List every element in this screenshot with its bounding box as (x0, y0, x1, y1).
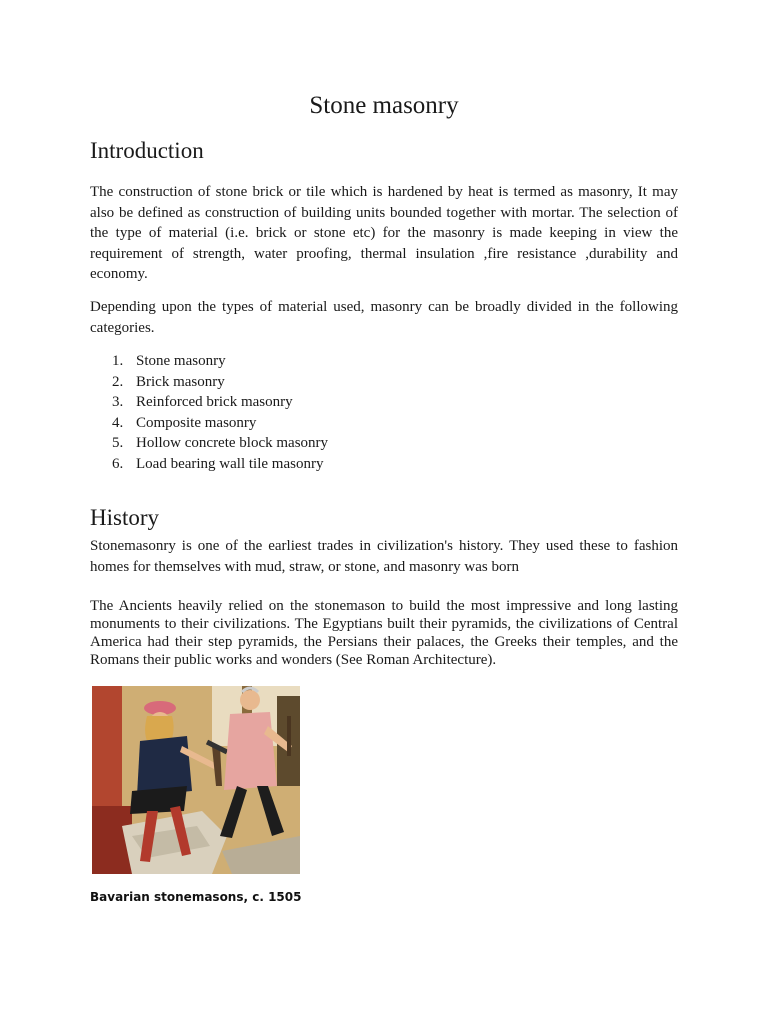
list-item: 3. Reinforced brick masonry (112, 394, 293, 410)
introduction-paragraph-1: The construction of stone brick or tile which is hardened by heat is termed as masonry, It may also be defined as construction of building units bounded together with mortar. The selection of the type of material (i.e. brick or stone etc) for the masonry is made keeping in view the requirement of strength, water proofing, thermal insulation ,fire resistance ,durability and economy. (90, 184, 678, 282)
list-item: 2. Brick masonry (112, 373, 225, 390)
history-heading: History (90, 505, 159, 530)
history-paragraph-2: The Ancients heavily relied on the stonemason to build the most impressive and long lasting monuments to their civilizations. The Egyptians built their pyramids, the civilizations of Central America had their step pyramids, the Persians their palaces, the Greeks their temples, and the Romans their public works and wonders (See Roman Architecture). (90, 598, 678, 668)
history-paragraph-1: Stonemasonry is one of the earliest trades in civilization's history. They used these to fashion homes for themselves with mud, straw, or stone, and masonry was born (90, 538, 678, 575)
list-item: 5. Hollow concrete block masonry (112, 435, 329, 451)
painting-illustration (92, 686, 300, 874)
masonry-categories-list (90, 351, 328, 474)
introduction-paragraph-2: Depending upon the types of material used, masonry can be broadly divided in the following categories. (90, 299, 678, 336)
list-item: 6. Load bearing wall tile masonry (112, 455, 324, 472)
stonemasons-painting-image (92, 686, 300, 874)
list-item: 1. Stone masonry (112, 353, 226, 369)
figure-caption: Bavarian stonemasons, c. 1505 (90, 890, 302, 904)
introduction-heading: Introduction (90, 138, 204, 163)
list-item: 4. Composite masonry (112, 414, 257, 431)
document-title: Stone masonry (309, 92, 459, 119)
